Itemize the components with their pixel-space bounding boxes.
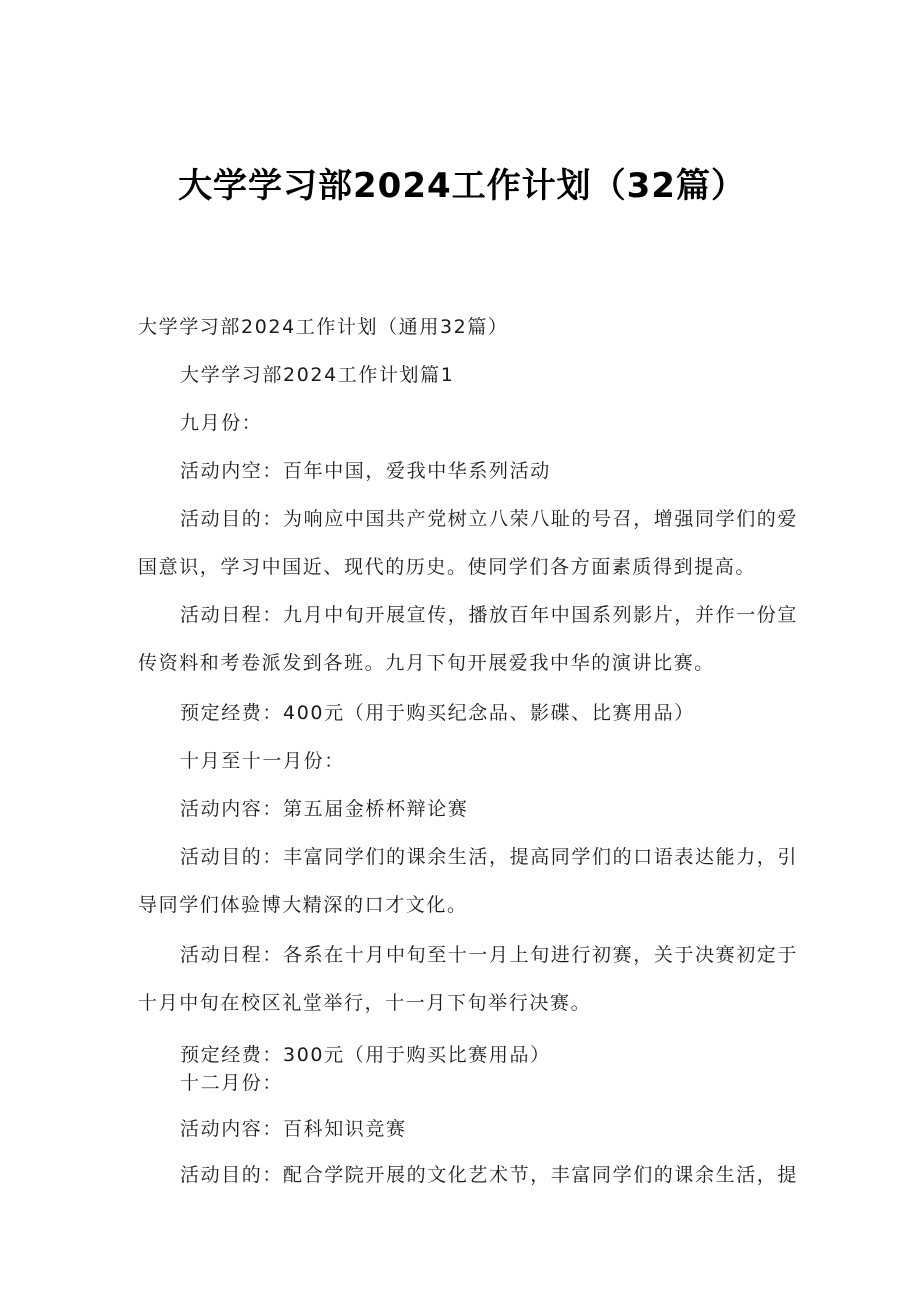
paragraph-activity-purpose: 活动目的：为响应中国共产党树立八荣八耻的号召，增强同学们的爱 — [180, 508, 799, 530]
paragraph-activity-content-2: 活动内容：第五届金桥杯辩论赛 — [180, 798, 469, 820]
paragraph-activity-content-3: 活动内容：百科知识竞赛 — [180, 1118, 407, 1140]
paragraph-budget-2: 预定经费：300元（用于购买比赛用品） — [180, 1044, 551, 1066]
paragraph-activity-schedule: 活动日程：九月中旬开展宣传，播放百年中国系列影片，并作一份宣 — [180, 604, 799, 626]
paragraph-activity-purpose-2-cont: 导同学们体验博大精深的口才文化。 — [138, 894, 468, 916]
document-title: 大学学习部2024工作计划（32篇） — [178, 166, 746, 206]
paragraph-activity-schedule-2-cont: 十月中旬在校区礼堂举行，十一月下旬举行决赛。 — [138, 992, 592, 1014]
section-heading: 大学学习部2024工作计划篇1 — [180, 364, 455, 386]
paragraph-activity-schedule-cont: 传资料和考卷派发到各班。九月下旬开展爱我中华的演讲比赛。 — [138, 652, 715, 674]
paragraph-activity-content: 活动内空：百年中国，爱我中华系列活动 — [180, 460, 551, 482]
paragraph-september: 九月份： — [180, 412, 263, 434]
paragraph-activity-schedule-2: 活动日程：各系在十月中旬至十一月上旬进行初赛，关于决赛初定于 — [180, 944, 799, 966]
paragraph-budget: 预定经费：400元（用于购买纪念品、影碟、比赛用品） — [180, 702, 695, 724]
paragraph-oct-nov: 十月至十一月份： — [180, 750, 345, 772]
paragraph-activity-purpose-cont: 国意识，学习中国近、现代的历史。使同学们各方面素质得到提高。 — [138, 556, 757, 578]
paragraph-activity-purpose-3: 活动目的：配合学院开展的文化艺术节，丰富同学们的课余生活，提 — [180, 1164, 799, 1186]
document-subtitle: 大学学习部2024工作计划（通用32篇） — [138, 316, 509, 338]
paragraph-december: 十二月份： — [180, 1072, 284, 1094]
paragraph-activity-purpose-2: 活动目的：丰富同学们的课余生活，提高同学们的口语表达能力，引 — [180, 846, 799, 868]
